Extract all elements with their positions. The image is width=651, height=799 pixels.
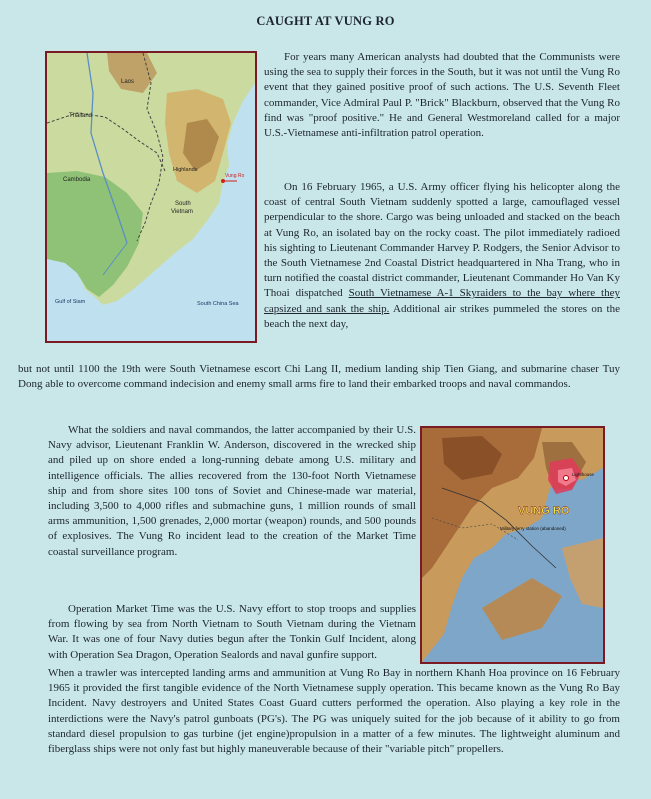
map1-label-gulf: Gulf of Siam (55, 299, 86, 305)
map1-label-south: South (175, 201, 191, 207)
map1-label-cambodia: Cambodia (63, 177, 91, 183)
map1-label-vietnam: Vietnam (171, 209, 193, 215)
paragraph-market-time-continued: When a trawler was intercepted landing arms and ammunition at Vung Ro Bay in northern Khanh Hoa province on 16 February 1965 it provided the first tangible evidence of the North Vietnamese supply operation. This became known as the Vung Ro Bay Incident. Navy destroyers and United States Coast Guard cutters performed the operation. Also playing a key role in the interdictions were the Navy's patrol gunboats (PG's). The PG was uniquely suited for the job because of it ability to go from standard diesel propulsion to gas turbine (jet engine)propulsion in a matter of a few minutes. The lightweight aluminum and fiberglass ships were not only fast but highly maneuverable because of their "variable pitch" propellers. (48, 667, 620, 756)
paragraph-sighting-text: On 16 February 1965, a U.S. Army officer flying his helicopter along the coast of central South Vietnam suddenly spotted a large, camouflaged vessel perpendicular to the shore. Cargo was being unloaded and stacked on the beach at Vung Ro, an isolated bay on the rocky coast. The pilot immediately radioed his sighting to Lieutenant Commander Harvey P. Rodgers, the Senior Advisor to the South Vietnamese 2nd Coastal District headquartered in Nha Trang, who in turn notified the coastal district commander, Lieutenant Commander Ho Van Ky Thoai dispatched (264, 181, 620, 300)
map1-label-vung-ro: Vung Ro (225, 173, 245, 179)
skyraiders-link[interactable]: South Vietnamese A-1 Skyraiders to the bay where they capsized and sank the ship. (264, 287, 620, 315)
map2-label-vung-ro: VUNG RO (518, 505, 570, 517)
page-title: CAUGHT AT VUNG RO (256, 14, 395, 28)
map1-label-laos: Laos (121, 79, 135, 85)
map1-label-thailand: Thailand (69, 113, 93, 119)
map2-label-lighthouse: Lighthouse (572, 472, 595, 477)
paragraph-market-time: Operation Market Time was the U.S. Navy effort to stop troops and supplies from flowing by sea from North Vietnam to South Vietnam during the Vietnam War. It was one of four Navy duties begun after the Tonkin Gulf Incident, along with Operation Sea Dragon, Operation Sealords and naval gunfire support. (48, 603, 416, 661)
south-vietnam-map (45, 51, 257, 343)
paragraph-intro: For years many American analysts had doubted that the Communists were using the sea to supply their forces in the South, but it was not until the Vung Ro event that they gained positive proof of such actions. The U.S. Seventh Fleet commander, Vice Admiral Paul P. "Brick" Blackburn, observed that the Vung Ro find was "proof positive." He and General Westmoreland called for a major U.S.-Vietnamese anti-infiltration patrol operation. (264, 51, 620, 140)
paragraph-sighting-tail-start: Additional air strikes pummeled the stores on the beach the next day, (264, 302, 620, 330)
vung-ro-bay-map (420, 426, 605, 664)
map1-label-sea: South China Sea (197, 301, 239, 307)
vung-ro-bay-map-graphic (422, 428, 603, 662)
paragraph-sighting (264, 180, 620, 332)
map1-label-highlands: Highlands (173, 167, 198, 173)
paragraph-sighting-continued: but not until 1100 the 19th were South Vietnamese escort Chi Lang II, medium landing ship Tien Giang, and submarine chaser Tuy Dong able to overcome command indecision and enemy small arms fire to land their embarked troops and naval commandos. (18, 363, 620, 391)
south-vietnam-map-graphic (47, 53, 255, 341)
map2-label-ferry: Military ferry station (abandoned) (500, 526, 566, 531)
paragraph-discovery: What the soldiers and naval commandos, the latter accompanied by their U.S. Navy advisor, Lieutenant Franklin W. Anderson, discovered in the wrecked ship and piled up on shore ended a long-running debate among U.S. military and intelligence officials. The allies recovered from the 130-foot North Vietnamese ship and from shore sites 100 tons of Soviet and Chinese-made war material, including 3,500 to 4,000 rifles and submachine guns, 1 million rounds of small arms ammunition, 1,500 grenades, 2,000 mortar (weapon) rounds, and 500 pounds of explosives. The Vung Ro incident lead to the creation of the Market Time coastal surveillance program. (48, 424, 416, 558)
